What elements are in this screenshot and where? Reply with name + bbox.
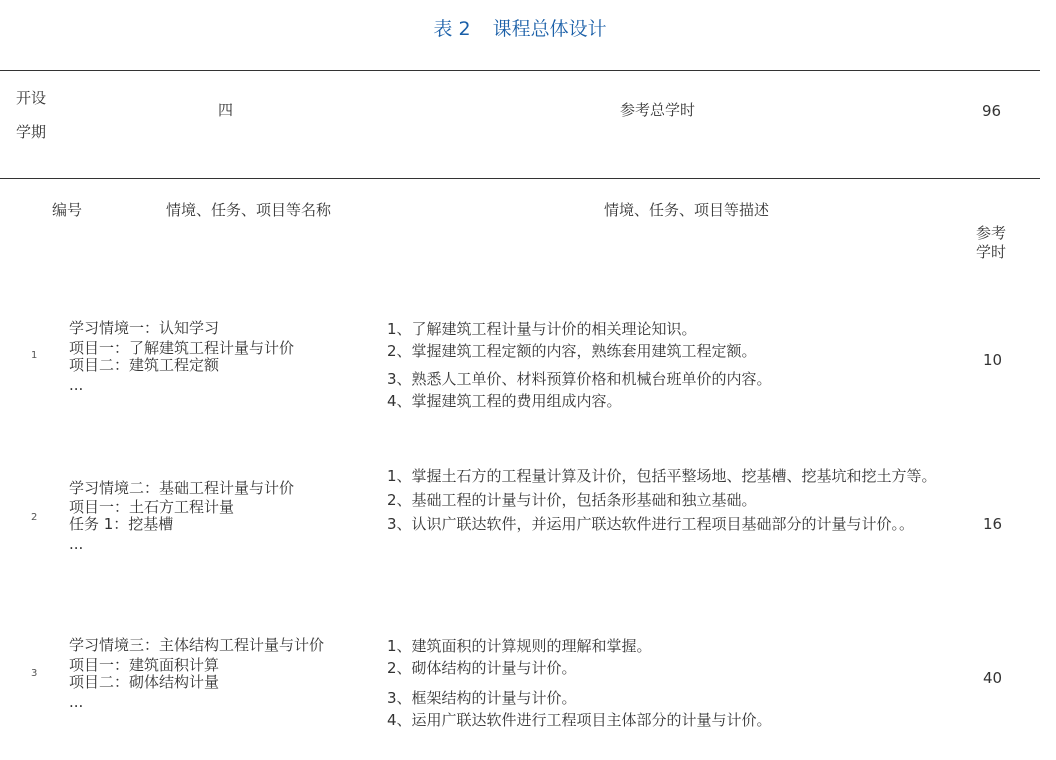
row-2-desc-1: 1、掌握土石方的工程量计算及计价，包括平整场地、挖基槽、挖基坑和挖土方等。	[387, 467, 937, 485]
row-3-name-2: 项目一：建筑面积计算	[69, 656, 220, 674]
row-2-name-2: 项目一：土石方工程计量	[69, 498, 235, 516]
row-1-name-3: 项目二：建筑工程定额	[69, 356, 220, 374]
row-1-desc-3: 3、熟悉人工单价、材料预算价格和机械台班单价的内容。	[387, 370, 772, 388]
header-divider-rule	[0, 178, 1040, 179]
column-header-hours-2: 学时	[976, 243, 1007, 261]
row-2-hours: 16	[983, 515, 1003, 533]
row-1-desc-4: 4、掌握建筑工程的费用组成内容。	[387, 392, 622, 410]
row-1-hours: 10	[983, 351, 1003, 369]
total-hours-value: 96	[982, 102, 1002, 120]
row-3-descriptions	[387, 635, 947, 731]
row-3-name-4: ...	[69, 693, 84, 711]
semester-label-2: 学期	[16, 123, 47, 141]
column-header-number: 编号	[52, 201, 83, 219]
row-1-desc-2: 2、掌握建筑工程定额的内容，熟练套用建筑工程定额。	[387, 342, 757, 360]
table-caption	[0, 14, 1040, 41]
row-2-name-4: ...	[69, 535, 84, 553]
row-3-desc-2: 2、砌体结构的计量与计价。	[387, 659, 577, 677]
row-1-descriptions	[387, 318, 947, 412]
table-top-rule	[0, 70, 1040, 71]
semester-label-1: 开设	[16, 89, 47, 107]
table-title: 课程总体设计	[492, 18, 607, 40]
row-1-name-1: 学习情境一：认知学习	[69, 319, 220, 337]
row-2-desc-3: 3、认识广联达软件，并运用广联达软件进行工程项目基础部分的计量与计价。。	[387, 515, 915, 533]
row-2-name-1: 学习情境二：基础工程计量与计价	[69, 479, 295, 497]
row-1-number: 1	[31, 350, 38, 361]
row-3-names	[69, 637, 324, 711]
column-header-name: 情境、任务、项目等名称	[166, 201, 332, 219]
table-number: 表 2	[433, 18, 471, 40]
column-header-hours-1: 参考	[976, 224, 1007, 242]
row-2-number: 2	[31, 512, 38, 523]
row-3-desc-3: 3、框架结构的计量与计价。	[387, 689, 577, 707]
row-1-name-4: ...	[69, 376, 84, 394]
row-3-desc-1: 1、建筑面积的计算规则的理解和掌握。	[387, 637, 652, 655]
row-1-desc-1: 1、了解建筑工程计量与计价的相关理论知识。	[387, 320, 697, 338]
row-3-desc-4: 4、运用广联达软件进行工程项目主体部分的计量与计价。	[387, 711, 772, 729]
row-2-desc-2: 2、基础工程的计量与计价，包括条形基础和独立基础。	[387, 491, 757, 509]
column-header-description: 情境、任务、项目等描述	[604, 201, 770, 219]
row-3-name-1: 学习情境三：主体结构工程计量与计价	[69, 636, 325, 654]
row-2-name-3: 任务 1：挖基槽	[69, 515, 174, 533]
row-3-name-3: 项目二：砌体结构计量	[69, 673, 220, 691]
row-2-descriptions	[387, 465, 947, 535]
row-3-hours: 40	[983, 669, 1003, 687]
total-hours-label: 参考总学时	[620, 101, 696, 119]
row-3-number: 3	[31, 668, 38, 679]
semester-value: 四	[218, 101, 234, 119]
row-2-names	[69, 480, 294, 553]
row-1-names	[69, 320, 294, 394]
row-1-name-2: 项目一：了解建筑工程计量与计价	[69, 339, 295, 357]
